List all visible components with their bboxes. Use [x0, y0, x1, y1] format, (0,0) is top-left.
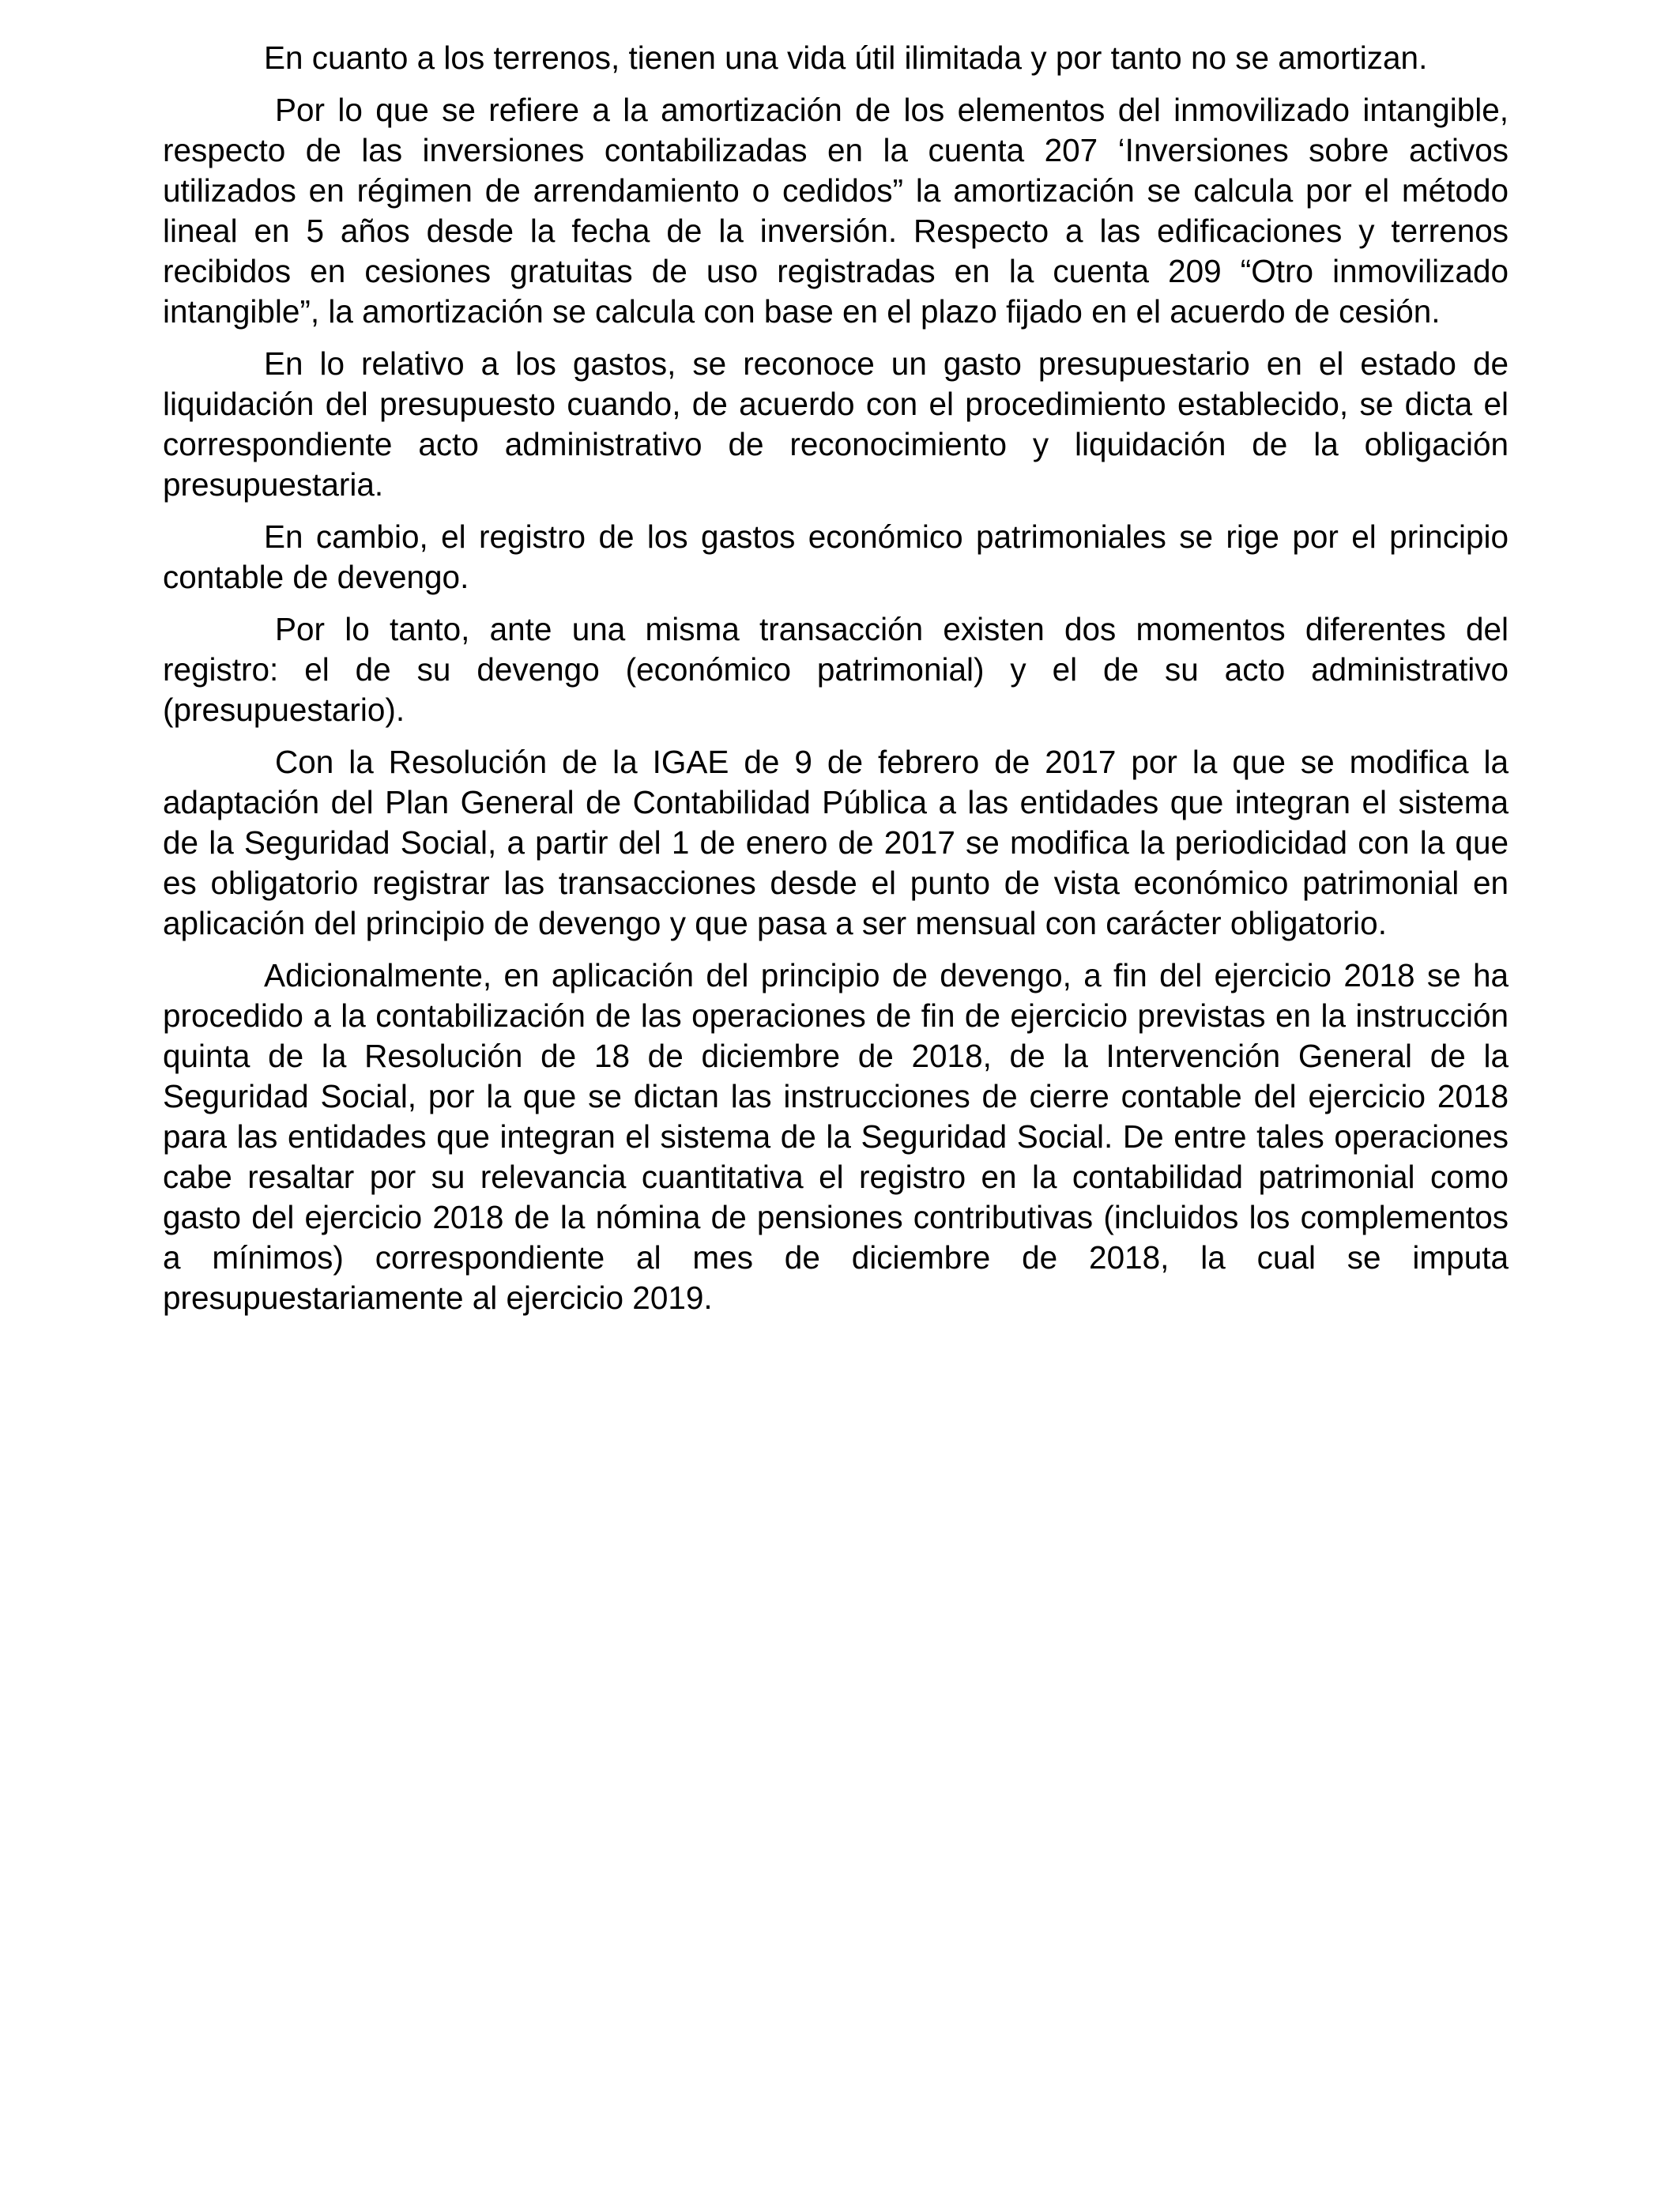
paragraph-amortizacion-intangible: Por lo que se refiere a la amortización de los elementos del inmovilizado intangible, respecto de las inversiones contabilizadas en la cuenta 207 ‘Inversiones sobre activos utilizados en régimen de arrendamiento o cedidos” la amortización se calcula por el método lineal en 5 años desde la fecha de la inversión. Respecto a las edificaciones y terrenos recibidos en cesiones gratuitas de uso registradas en la cuenta 209 “Otro inmovilizado intangible”, la amortización se calcula con base en el plazo fijado en el acuerdo de cesión.: [163, 92, 1509, 330]
document-page: [163, 38, 1509, 1330]
paragraph-terrenos: En cuanto a los terrenos, tienen una vida útil ilimitada y por tanto no se amortizan.: [264, 40, 1428, 76]
paragraph-momentos-registro: Por lo tanto, ante una misma transacción existen dos momentos diferentes del registro: el de su devengo (económico patrimonial) y el de su acto administrativo (presupuestario).: [163, 611, 1509, 728]
paragraph-operaciones-fin-ejercicio: Adicionalmente, en aplicación del principio de devengo, a fin del ejercicio 2018 se ha procedido a la contabilización de las operaciones de fin de ejercicio previstas en la instrucción quinta de la Resolución de 18 de diciembre de 2018, de la Intervención General de la Seguridad Social, por la que se dictan las instrucciones de cierre contable del ejercicio 2018 para las entidades que integran el sistema de la Seguridad Social. De entre tales operaciones cabe resaltar por su relevancia cuantitativa el registro en la contabilidad patrimonial como gasto del ejercicio 2018 de la nómina de pensiones contributivas (incluidos los complementos a mínimos) correspondiente al mes de diciembre de 2018, la cual se imputa presupuestariamente al ejercicio 2019.: [163, 957, 1509, 1316]
paragraph-resolucion-igae: Con la Resolución de la IGAE de 9 de febrero de 2017 por la que se modifica la adaptación del Plan General de Contabilidad Pública a las entidades que integran el sistema de la Seguridad Social, a partir del 1 de enero de 2017 se modifica la periodicidad con la que es obligatorio registrar las transacciones desde el punto de vista económico patrimonial en aplicación del principio de devengo y que pasa a ser mensual con carácter obligatorio.: [163, 744, 1509, 941]
paragraph-gastos-presupuestarios: En lo relativo a los gastos, se reconoce un gasto presupuestario en el estado de liquidación del presupuesto cuando, de acuerdo con el procedimiento establecido, se dicta el correspondiente acto administrativo de reconocimiento y liquidación de la obligación presupuestaria.: [163, 345, 1509, 503]
paragraph-gastos-economico-patrimoniales: En cambio, el registro de los gastos económico patrimoniales se rige por el principio contable de devengo.: [163, 518, 1509, 595]
